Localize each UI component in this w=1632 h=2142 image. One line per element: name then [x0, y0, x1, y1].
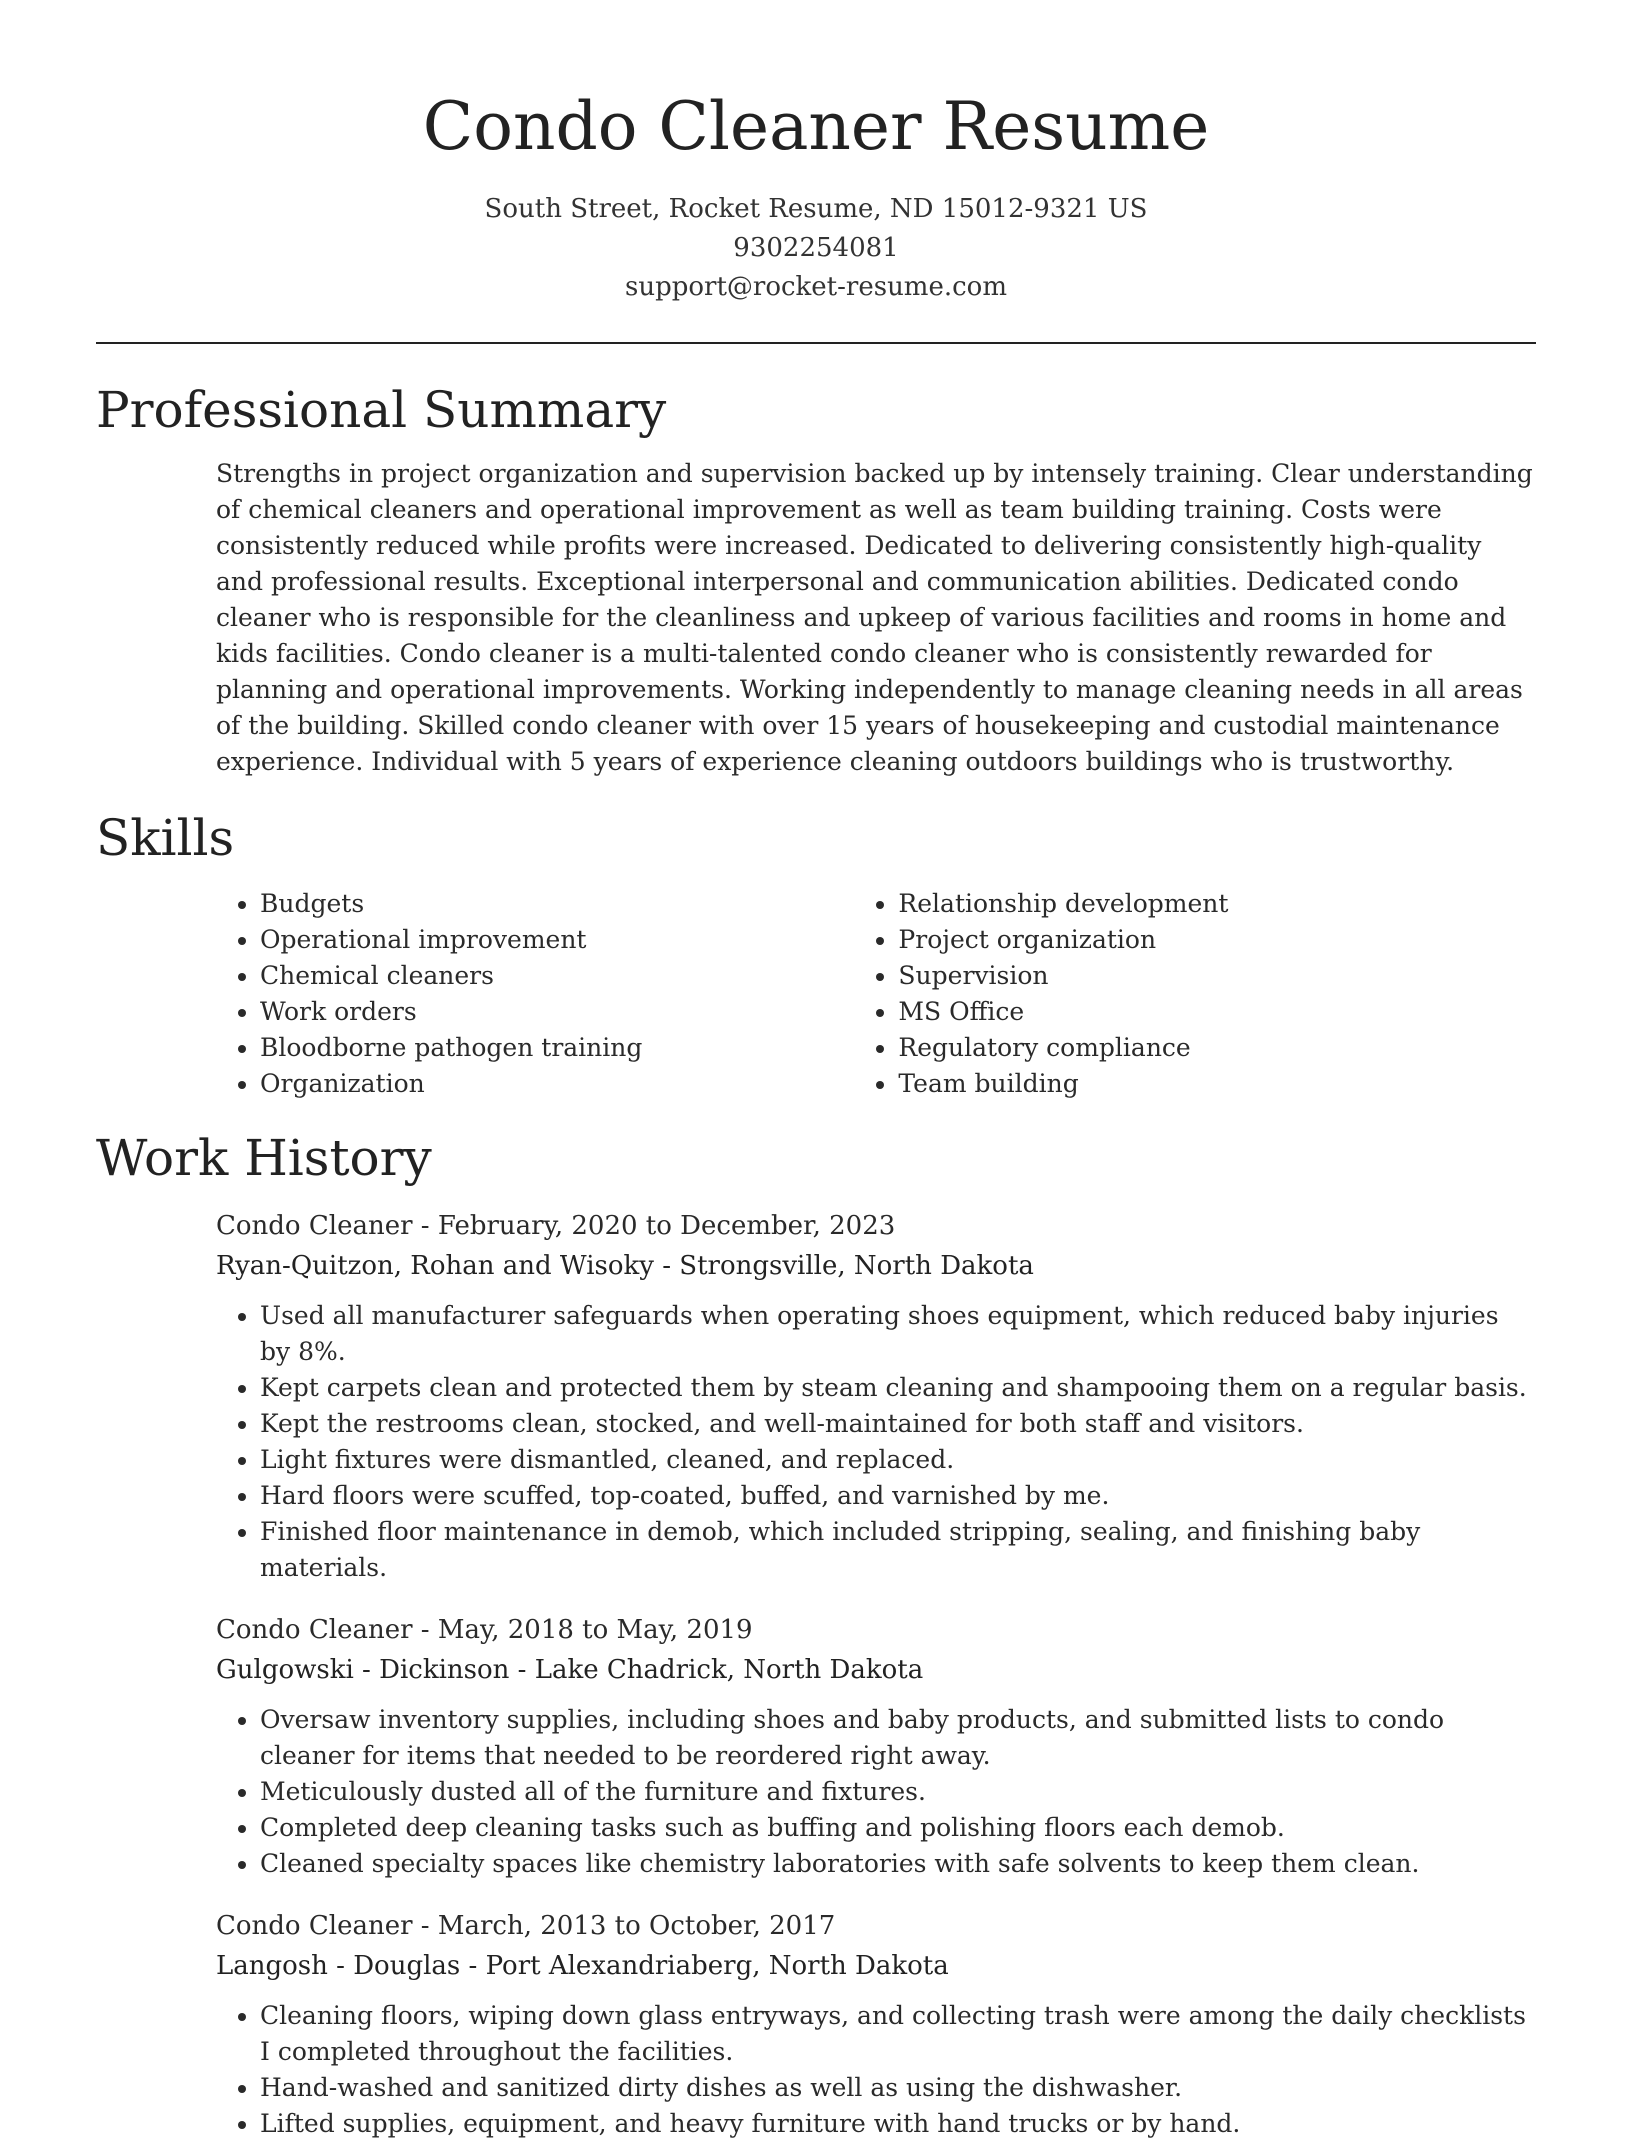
job-title: Condo Cleaner: [216, 1211, 413, 1241]
skill-item: • Regulatory compliance: [898, 1030, 1536, 1066]
summary-text: Strengths in project organization and supervision backed up by intensely training. Clear understanding of chemical cleaners and operational improvement as well as team building training. Costs were consistently reduced while profits were increased. Dedicated to delivering consistently high-quality and professional results. Exceptional interpersonal and communication abilities. Dedicated condo cleaner who is responsible for the cleanliness and upkeep of various facilities and rooms in home and kids facilities. Condo cleaner is a multi-talented condo cleaner who is consistently rewarded for planning and operational improvements. Working independently to manage cleaning needs in all areas of the building. Skilled condo cleaner with over 15 years of housekeeping and custodial maintenance experience. Individual with 5 years of experience cleaning outdoors buildings who is trustworthy.: [216, 459, 1533, 776]
skills-column-left: [216, 886, 854, 1102]
skill-item: • Project organization: [898, 922, 1536, 958]
contact-address: South Street, Rocket Resume, ND 15012-9321 US: [484, 194, 1148, 224]
contact-block: [96, 190, 1536, 307]
job-bullet: • Completed deep cleaning tasks such as buffing and polishing floors each demob.: [260, 1810, 1536, 1846]
job-bullets: [216, 1702, 1536, 1882]
skill-item: • Chemical cleaners: [260, 958, 854, 994]
resume-header: [96, 0, 1536, 307]
job-bullet: • Meticulously dusted all of the furniture and fixtures.: [260, 1774, 1536, 1810]
job-bullets: [216, 1298, 1536, 1586]
job-entry: [216, 1906, 1536, 2142]
skill-item: • Bloodborne pathogen training: [260, 1030, 854, 1066]
job-title: Condo Cleaner: [216, 1615, 413, 1645]
skills-column-right: [854, 886, 1536, 1102]
job-location: Strongsville, North Dakota: [679, 1251, 1034, 1281]
contact-phone: 9302254081: [733, 233, 899, 263]
job-title: Condo Cleaner: [216, 1911, 413, 1941]
section-heading-work-history: Work History: [96, 1129, 432, 1187]
job-title-line: Condo Cleaner - May, 2018 to May, 2019: [216, 1615, 753, 1645]
contact-email: support@rocket-resume.com: [624, 272, 1007, 302]
section-heading-summary: Professional Summary: [96, 381, 667, 439]
resume-page: [96, 0, 1536, 2142]
resume-title: Condo Cleaner Resume: [422, 88, 1210, 165]
job-location: Lake Chadrick, North Dakota: [534, 1655, 924, 1685]
job-bullet: • Oversaw inventory supplies, including shoes and baby products, and submitted lists to condo cleaner for items that needed to be reordered right away.: [260, 1702, 1536, 1774]
job-bullet: • Kept the restrooms clean, stocked, and well-maintained for both staff and visitors.: [260, 1406, 1536, 1442]
job-company-line: Ryan-Quitzon, Rohan and Wisoky - Strongsville, North Dakota: [216, 1251, 1034, 1281]
job-company: Ryan-Quitzon, Rohan and Wisoky: [216, 1251, 654, 1281]
job-bullet: • Hard floors were scuffed, top-coated, buffed, and varnished by me.: [260, 1478, 1536, 1514]
skill-item: • Work orders: [260, 994, 854, 1030]
job-bullet: • Lifted supplies, equipment, and heavy furniture with hand trucks or by hand.: [260, 2106, 1536, 2142]
job-dates: February, 2020 to December, 2023: [437, 1211, 896, 1241]
job-bullet: • Cleaning floors, wiping down glass entryways, and collecting trash were among the daily checklists I completed throughout the facilities.: [260, 1998, 1536, 2070]
job-title-line: Condo Cleaner - February, 2020 to December, 2023: [216, 1211, 896, 1241]
job-entry: [216, 1610, 1536, 1882]
job-bullet: • Used all manufacturer safeguards when operating shoes equipment, which reduced baby injuries by 8%.: [260, 1298, 1536, 1370]
job-bullets: [216, 1998, 1536, 2142]
skill-item: • Budgets: [260, 886, 854, 922]
job-company: Langosh - Douglas: [216, 1951, 461, 1981]
job-entry: [216, 1206, 1536, 1586]
job-title-line: Condo Cleaner - March, 2013 to October, 2017: [216, 1911, 836, 1941]
job-bullet: • Kept carpets clean and protected them by steam cleaning and shampooing them on a regular basis.: [260, 1370, 1536, 1406]
job-bullet: • Finished floor maintenance in demob, which included stripping, sealing, and finishing baby materials.: [260, 1514, 1536, 1586]
job-location: Port Alexandriaberg, North Dakota: [485, 1951, 949, 1981]
skill-item: • Operational improvement: [260, 922, 854, 958]
job-company: Gulgowski - Dickinson: [216, 1655, 510, 1685]
job-bullet: • Hand-washed and sanitized dirty dishes as well as using the dishwasher.: [260, 2070, 1536, 2106]
job-dates: March, 2013 to October, 2017: [437, 1911, 836, 1941]
section-heading-skills: Skills: [96, 809, 235, 867]
header-divider: [96, 342, 1536, 344]
job-bullet: • Cleaned specialty spaces like chemistry laboratories with safe solvents to keep them clean.: [260, 1846, 1536, 1882]
job-bullet: • Light fixtures were dismantled, cleaned, and replaced.: [260, 1442, 1536, 1478]
job-company-line: Gulgowski - Dickinson - Lake Chadrick, North Dakota: [216, 1655, 924, 1685]
skill-item: • Team building: [898, 1066, 1536, 1102]
skill-item: • Organization: [260, 1066, 854, 1102]
job-dates: May, 2018 to May, 2019: [437, 1615, 753, 1645]
skill-item: • MS Office: [898, 994, 1536, 1030]
job-company-line: Langosh - Douglas - Port Alexandriaberg, North Dakota: [216, 1951, 949, 1981]
skill-item: • Supervision: [898, 958, 1536, 994]
skills-list: [216, 886, 1536, 1102]
skill-item: • Relationship development: [898, 886, 1536, 922]
